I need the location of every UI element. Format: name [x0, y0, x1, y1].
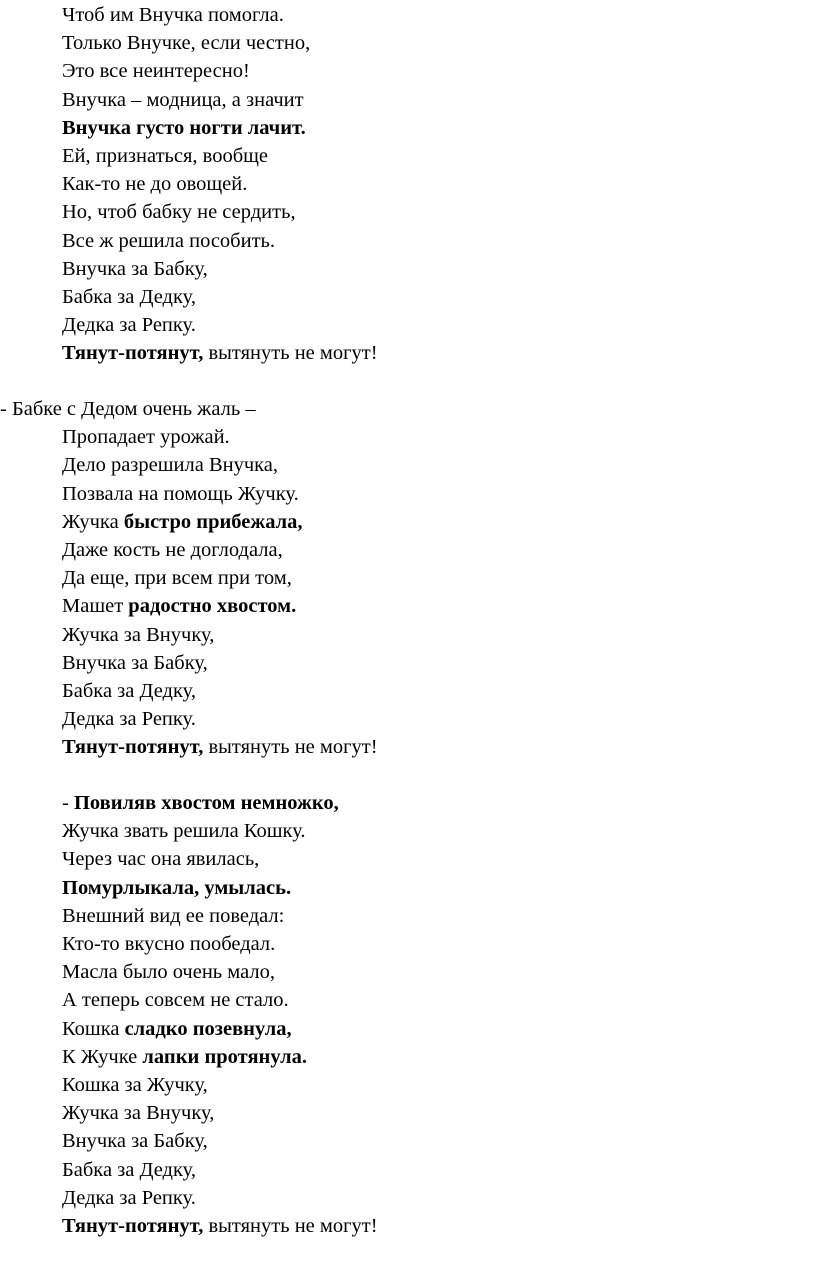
text-segment: Жучка звать решила Кошку.: [62, 820, 306, 843]
bold-text: Помурлыкала, умылась.: [62, 876, 292, 899]
poem-line: [62, 227, 275, 255]
text-segment: А теперь совсем не стало.: [62, 989, 289, 1012]
poem-line: [62, 86, 304, 114]
poem-line: [62, 339, 378, 367]
bold-text: Тянут-потянут,: [62, 342, 204, 365]
poem-line: [62, 930, 275, 958]
poem-line: [62, 789, 339, 817]
text-segment: Кто-то вкусно пообедал.: [62, 933, 276, 955]
poem-line: [62, 874, 291, 902]
text-segment: Это все неинтересно!: [62, 60, 250, 83]
poem-line: [62, 29, 310, 57]
text-segment: К Жучке: [62, 1045, 143, 1068]
text-segment: Дедка за Репку.: [62, 708, 196, 731]
poem-line: [62, 621, 214, 649]
poem-line: [62, 592, 296, 620]
poem-line: [62, 536, 283, 564]
text-segment: -: [62, 792, 74, 814]
text-segment: Кошка: [62, 1017, 125, 1040]
poem-line: [62, 198, 296, 226]
poem-line: [62, 649, 208, 677]
text-segment: Бабка за Дедку,: [62, 680, 196, 702]
poem-line: [0, 395, 256, 423]
text-segment: Чтоб им Внучка помогла.: [62, 4, 284, 26]
bold-text: Тянут-потянут,: [62, 1215, 204, 1237]
poem-line: [62, 480, 299, 508]
text-segment: Дело разрешила Внучка,: [62, 454, 279, 477]
poem-line: [62, 283, 196, 311]
text-segment: Жучка: [62, 510, 124, 533]
poem-line: [62, 1099, 214, 1127]
poem-line: [62, 508, 303, 536]
text-segment: Внучка за Бабку,: [62, 651, 208, 674]
poem-line: [62, 1184, 196, 1212]
text-segment: Бабка за Дедку,: [62, 1158, 196, 1181]
text-segment: Жучка за Внучку,: [62, 1102, 215, 1125]
poem-line: [62, 1071, 208, 1099]
bold-text: сладко позевнула,: [124, 1017, 292, 1040]
poem-line: [62, 1212, 378, 1240]
bold-text: Внучка густо ногти лачит.: [62, 116, 306, 139]
bold-text: радостно хвостом.: [128, 595, 297, 618]
text-segment: Кошка за Жучку,: [62, 1074, 208, 1096]
text-segment: Машет: [62, 595, 129, 618]
text-segment: Масла было очень мало,: [62, 961, 275, 984]
poem-line: [62, 845, 259, 873]
text-segment: Ей, признаться, вообще: [62, 145, 269, 167]
text-segment: Внучка за Бабку,: [62, 257, 208, 280]
poem-line: [62, 423, 230, 451]
poem-line: [62, 1156, 196, 1184]
text-segment: Через час она явилась,: [62, 848, 260, 871]
text-segment: вытянуть не могут!: [203, 342, 378, 365]
text-segment: Дедка за Репку.: [62, 1186, 196, 1209]
text-segment: Внешний вид ее поведал:: [62, 904, 285, 927]
text-segment: Все ж решила пособить.: [62, 229, 276, 252]
poem-line: [62, 311, 196, 339]
bold-text: быстро прибежала,: [123, 510, 303, 533]
poem-line: [62, 451, 278, 479]
bold-text: Повиляв хвостом немножко,: [73, 792, 339, 814]
text-segment: - Бабке с Дедом очень жаль –: [0, 398, 256, 420]
poem-line: [62, 986, 289, 1014]
poem-line: [62, 1015, 292, 1043]
text-segment: Пропадает урожай.: [62, 426, 230, 449]
poem-line: [62, 1127, 208, 1155]
text-segment: Даже кость не доглодала,: [62, 539, 283, 561]
poem-line: [62, 57, 250, 85]
poem-line: [62, 170, 247, 198]
text-segment: Дедка за Репку.: [62, 314, 196, 337]
text-segment: вытянуть не могут!: [203, 1215, 378, 1237]
poem-line: [62, 564, 292, 592]
poem-line: [62, 1, 284, 29]
poem-line: [62, 1043, 307, 1071]
text-segment: Как-то не до овощей.: [62, 173, 248, 196]
text-segment: Бабка за Дедку,: [62, 286, 196, 308]
text-segment: Внучка – модница, а значит: [62, 88, 304, 111]
poem-line: [62, 958, 275, 986]
bold-text: лапки протянула.: [142, 1045, 307, 1068]
poem-line: [62, 902, 284, 930]
text-segment: вытянуть не могут!: [203, 736, 378, 759]
poem-line: [62, 114, 306, 142]
text-segment: Внучка за Бабку,: [62, 1130, 208, 1153]
poem-line: [62, 677, 196, 705]
poem-line: [62, 733, 378, 761]
poem-line: [62, 705, 196, 733]
bold-text: Тянут-потянут,: [62, 736, 204, 759]
text-segment: Жучка за Внучку,: [62, 623, 215, 646]
poem-line: [62, 817, 306, 845]
text-segment: Да еще, при всем при том,: [62, 567, 292, 590]
text-segment: Только Внучке, если честно,: [62, 32, 311, 55]
text-segment: Позвала на помощь Жучку.: [62, 482, 299, 505]
poem-line: [62, 255, 208, 283]
poem-line: [62, 142, 268, 170]
text-segment: Но, чтоб бабку не сердить,: [62, 201, 296, 224]
